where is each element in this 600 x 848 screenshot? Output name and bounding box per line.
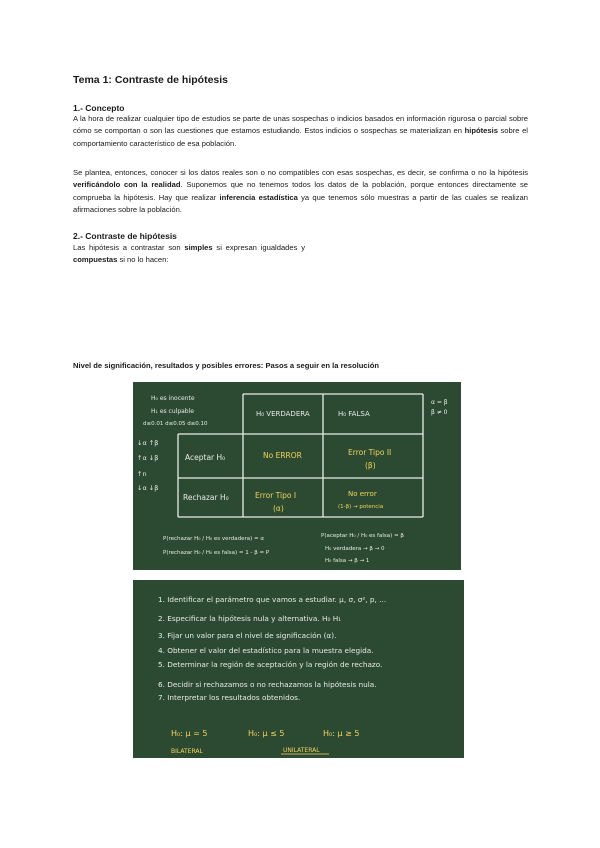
label-bilateral: BILATERAL	[171, 748, 203, 755]
section-heading-concepto: 1.- Concepto	[73, 103, 125, 113]
col-header-verdadera: H₀ VERDADERA	[256, 410, 310, 418]
cell-error-tipo-2: Error Tipo II	[348, 448, 392, 457]
blackboard-errors-table	[133, 382, 461, 570]
section-heading-contraste: 2.- Contraste de hipótesis	[73, 231, 177, 241]
corner-line-1: H₀ es inocente	[151, 395, 195, 402]
paragraph-contraste: Las hipótesis a contrastar son simples si expresan igualdades y compuestas si no lo hacen:	[73, 243, 305, 265]
formula-4: H₀ verdadera → β → 0	[325, 546, 385, 552]
paragraph-concepto-1: A la hora de realizar cualquier tipo de estudios se parte de unas sospechas o indicios basados en información rigurosa o parcial sobre cómo se comportan o son las cuestiones que estamos estudiando. Estos indicios o sospechas se materializan en hipótesis sobre el comportamiento característico de esa población.	[73, 114, 528, 148]
cell-no-error-1: No ERROR	[263, 451, 302, 460]
cell-alpha: (α)	[273, 504, 284, 513]
row-note-3: ↑n	[137, 470, 147, 478]
corner-right-1: α = β	[431, 399, 448, 406]
corner-line-3: d≤0.01 d≤0.05 d≤0.10	[143, 421, 208, 427]
row-note-2: ↑α ↓β	[137, 454, 159, 462]
step-5: 5. Determinar la región de aceptación y la región de rechazo.	[158, 660, 383, 669]
cell-potencia: (1-β) → potencia	[338, 504, 384, 510]
step-3: 3. Fijar un valor para el nivel de significación (α).	[158, 631, 337, 640]
cell-error-tipo-1: Error Tipo I	[255, 491, 297, 500]
hypothesis-unilateral-1: H₀: μ ≤ 5	[248, 729, 285, 738]
chalk-steps	[133, 580, 464, 758]
step-6: 6. Decidir si rechazamos o no rechazamos la hipótesis nula.	[158, 680, 377, 689]
hypothesis-unilateral-2: H₀: μ ≥ 5	[323, 729, 360, 738]
formula-3: P(aceptar H₀ / H₀ es falsa) = β	[321, 533, 404, 539]
cell-beta: (β)	[365, 461, 376, 470]
chalk-drawing	[133, 382, 461, 570]
step-7: 7. Interpretar los resultados obtenidos.	[158, 693, 301, 702]
paragraph-concepto-2: Se plantea, entonces, conocer si los datos reales son o no compatibles con esas sospechas, es decir, se confirma o no la hipótesis verificándolo con la realidad. Suponemos que no tenemos todos los datos de la población, porque entonces directamente se comprueba la hipótesis. Hay que realizar inferencia estadística ya que tenemos sólo muestras a partir de las cuales se realizan afirmaciones sobre la población.	[73, 168, 529, 214]
row-note-4: ↓α ↓β	[137, 484, 159, 492]
step-1: 1. Identificar el parámetro que vamos a estudiar. μ, σ, σ², p, ...	[158, 595, 387, 604]
step-4: 4. Obtener el valor del estadístico para la muestra elegida.	[158, 646, 374, 655]
corner-right-2: β ≠ 0	[431, 409, 448, 416]
corner-line-2: H₁ es culpable	[151, 408, 194, 415]
step-2: 2. Especificar la hipótesis nula y alternativa. H₀ H₁	[158, 614, 342, 623]
hypothesis-bilateral: H₀: μ = 5	[171, 729, 208, 738]
formula-2: P(rechazar H₀ / H₀ es falsa) = 1 - β = P	[163, 550, 270, 556]
blackboard-steps	[133, 580, 464, 758]
formula-5: H₀ falsa → β → 1	[325, 558, 370, 564]
row-note-1: ↓α ↑β	[137, 439, 159, 447]
formula-1: P(rechazar H₀ / H₀ es verdadera) = α	[163, 536, 264, 542]
row-header-aceptar: Aceptar H₀	[185, 453, 226, 462]
cell-no-error-2: No error	[348, 490, 377, 498]
col-header-falsa: H₀ FALSA	[338, 410, 370, 418]
page-title: Tema 1: Contraste de hipótesis	[73, 74, 229, 86]
label-unilateral: UNILATERAL	[283, 747, 320, 754]
section-heading-nivel: Nivel de significación, resultados y posibles errores: Pasos a seguir en la resolución	[73, 361, 379, 370]
row-header-rechazar: Rechazar H₀	[183, 493, 229, 502]
